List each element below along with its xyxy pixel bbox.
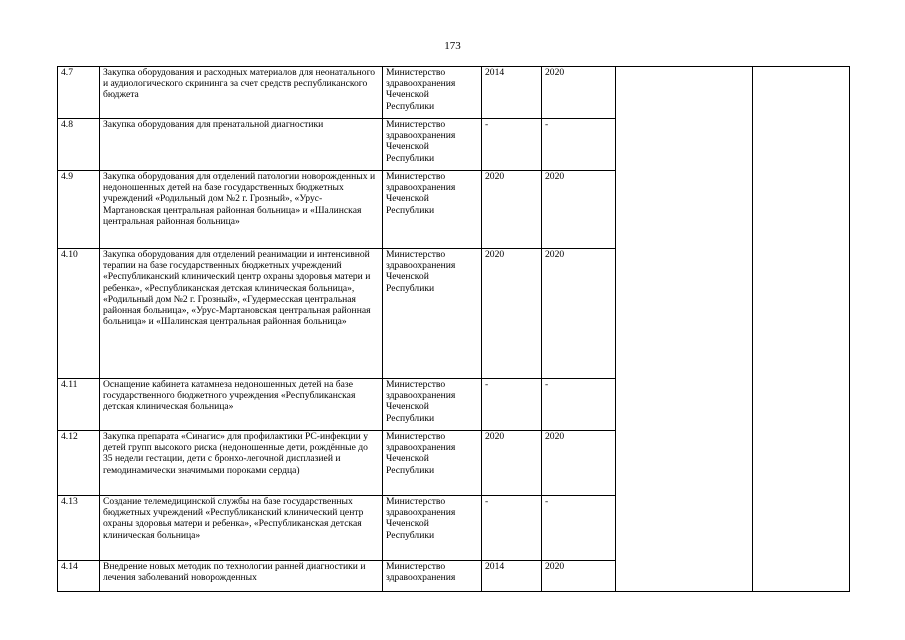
- end-year-cell: 2020: [542, 249, 616, 379]
- executor-cell: Министерство здравоохранения Чеченской Республики: [383, 379, 482, 431]
- row-number-cell: 4.14: [58, 561, 100, 592]
- row-number-cell: 4.7: [58, 67, 100, 119]
- row-number-cell: 4.13: [58, 496, 100, 561]
- end-year-cell: 2020: [542, 171, 616, 249]
- end-year-cell: -: [542, 379, 616, 431]
- start-year-cell: 2020: [482, 171, 542, 249]
- row-number-cell: 4.8: [58, 119, 100, 171]
- executor-cell: Министерство здравоохранения Чеченской Республики: [383, 67, 482, 119]
- executor-cell: Министерство здравоохранения Чеченской Республики: [383, 249, 482, 379]
- measures-table: [57, 66, 850, 592]
- measure-cell: Закупка оборудования для пренатальной диагностики: [100, 119, 383, 171]
- measure-cell: Закупка препарата «Синагис» для профилактики РС-инфекции у детей групп высокого риска (недоношенные дети, рождённые до 35 недели гестации, дети с бронхо-легочной дисплазией и гемодинамически значимыми пороками сердца): [100, 431, 383, 496]
- row-number-cell: 4.12: [58, 431, 100, 496]
- executor-cell: Министерство здравоохранения: [383, 561, 482, 592]
- start-year-cell: 2020: [482, 431, 542, 496]
- measure-cell: Закупка оборудования для отделений реанимации и интенсивной терапии на базе государственных бюджетных учреждений «Республиканский клинический центр охраны здоровья матери и ребенка», «Республиканская детская клиническая больница», «Родильный дом №2 г. Грозный», «Гудермесская центральная районная больница», «Урус-Мартановская центральная районная больница» и «Шалинская центральная районная больница»: [100, 249, 383, 379]
- row-number-cell: 4.10: [58, 249, 100, 379]
- end-year-cell: -: [542, 119, 616, 171]
- row-number-cell: 4.11: [58, 379, 100, 431]
- start-year-cell: 2020: [482, 249, 542, 379]
- row-number-cell: 4.9: [58, 171, 100, 249]
- executor-cell: Министерство здравоохранения Чеченской Республики: [383, 496, 482, 561]
- end-year-cell: 2020: [542, 561, 616, 592]
- funding-cell: [616, 67, 753, 592]
- start-year-cell: 2014: [482, 67, 542, 119]
- executor-cell: Министерство здравоохранения Чеченской Республики: [383, 119, 482, 171]
- measure-cell: Оснащение кабинета катамнеза недоношенных детей на базе государственного бюджетного учреждения «Республиканская детская клиническая больница»: [100, 379, 383, 431]
- start-year-cell: 2014: [482, 561, 542, 592]
- start-year-cell: -: [482, 119, 542, 171]
- measure-cell: Внедрение новых методик по технологии ранней диагностики и лечения заболеваний новорожденных: [100, 561, 383, 592]
- executor-cell: Министерство здравоохранения Чеченской Республики: [383, 171, 482, 249]
- indicator-cell: [753, 67, 850, 592]
- measure-cell: Закупка оборудования для отделений патологии новорожденных и недоношенных детей на базе государственных бюджетных учреждений «Родильный дом №2 г. Грозный», «Урус-Мартановская центральная районная больница» и «Шалинская центральная районная больница»: [100, 171, 383, 249]
- executor-cell: Министерство здравоохранения Чеченской Республики: [383, 431, 482, 496]
- table-body: [58, 67, 850, 592]
- measure-cell: Создание телемедицинской службы на базе государственных бюджетных учреждений «Республиканский клинический центр охраны здоровья матери и ребенка», «Республиканская детская клиническая больница»: [100, 496, 383, 561]
- end-year-cell: 2020: [542, 67, 616, 119]
- page-number: 173: [444, 40, 461, 52]
- table-row: [58, 67, 850, 119]
- start-year-cell: -: [482, 379, 542, 431]
- end-year-cell: 2020: [542, 431, 616, 496]
- measure-cell: Закупка оборудования и расходных материалов для неонатального и аудиологического скрининга за счет средств республиканского бюджета: [100, 67, 383, 119]
- start-year-cell: -: [482, 496, 542, 561]
- end-year-cell: -: [542, 496, 616, 561]
